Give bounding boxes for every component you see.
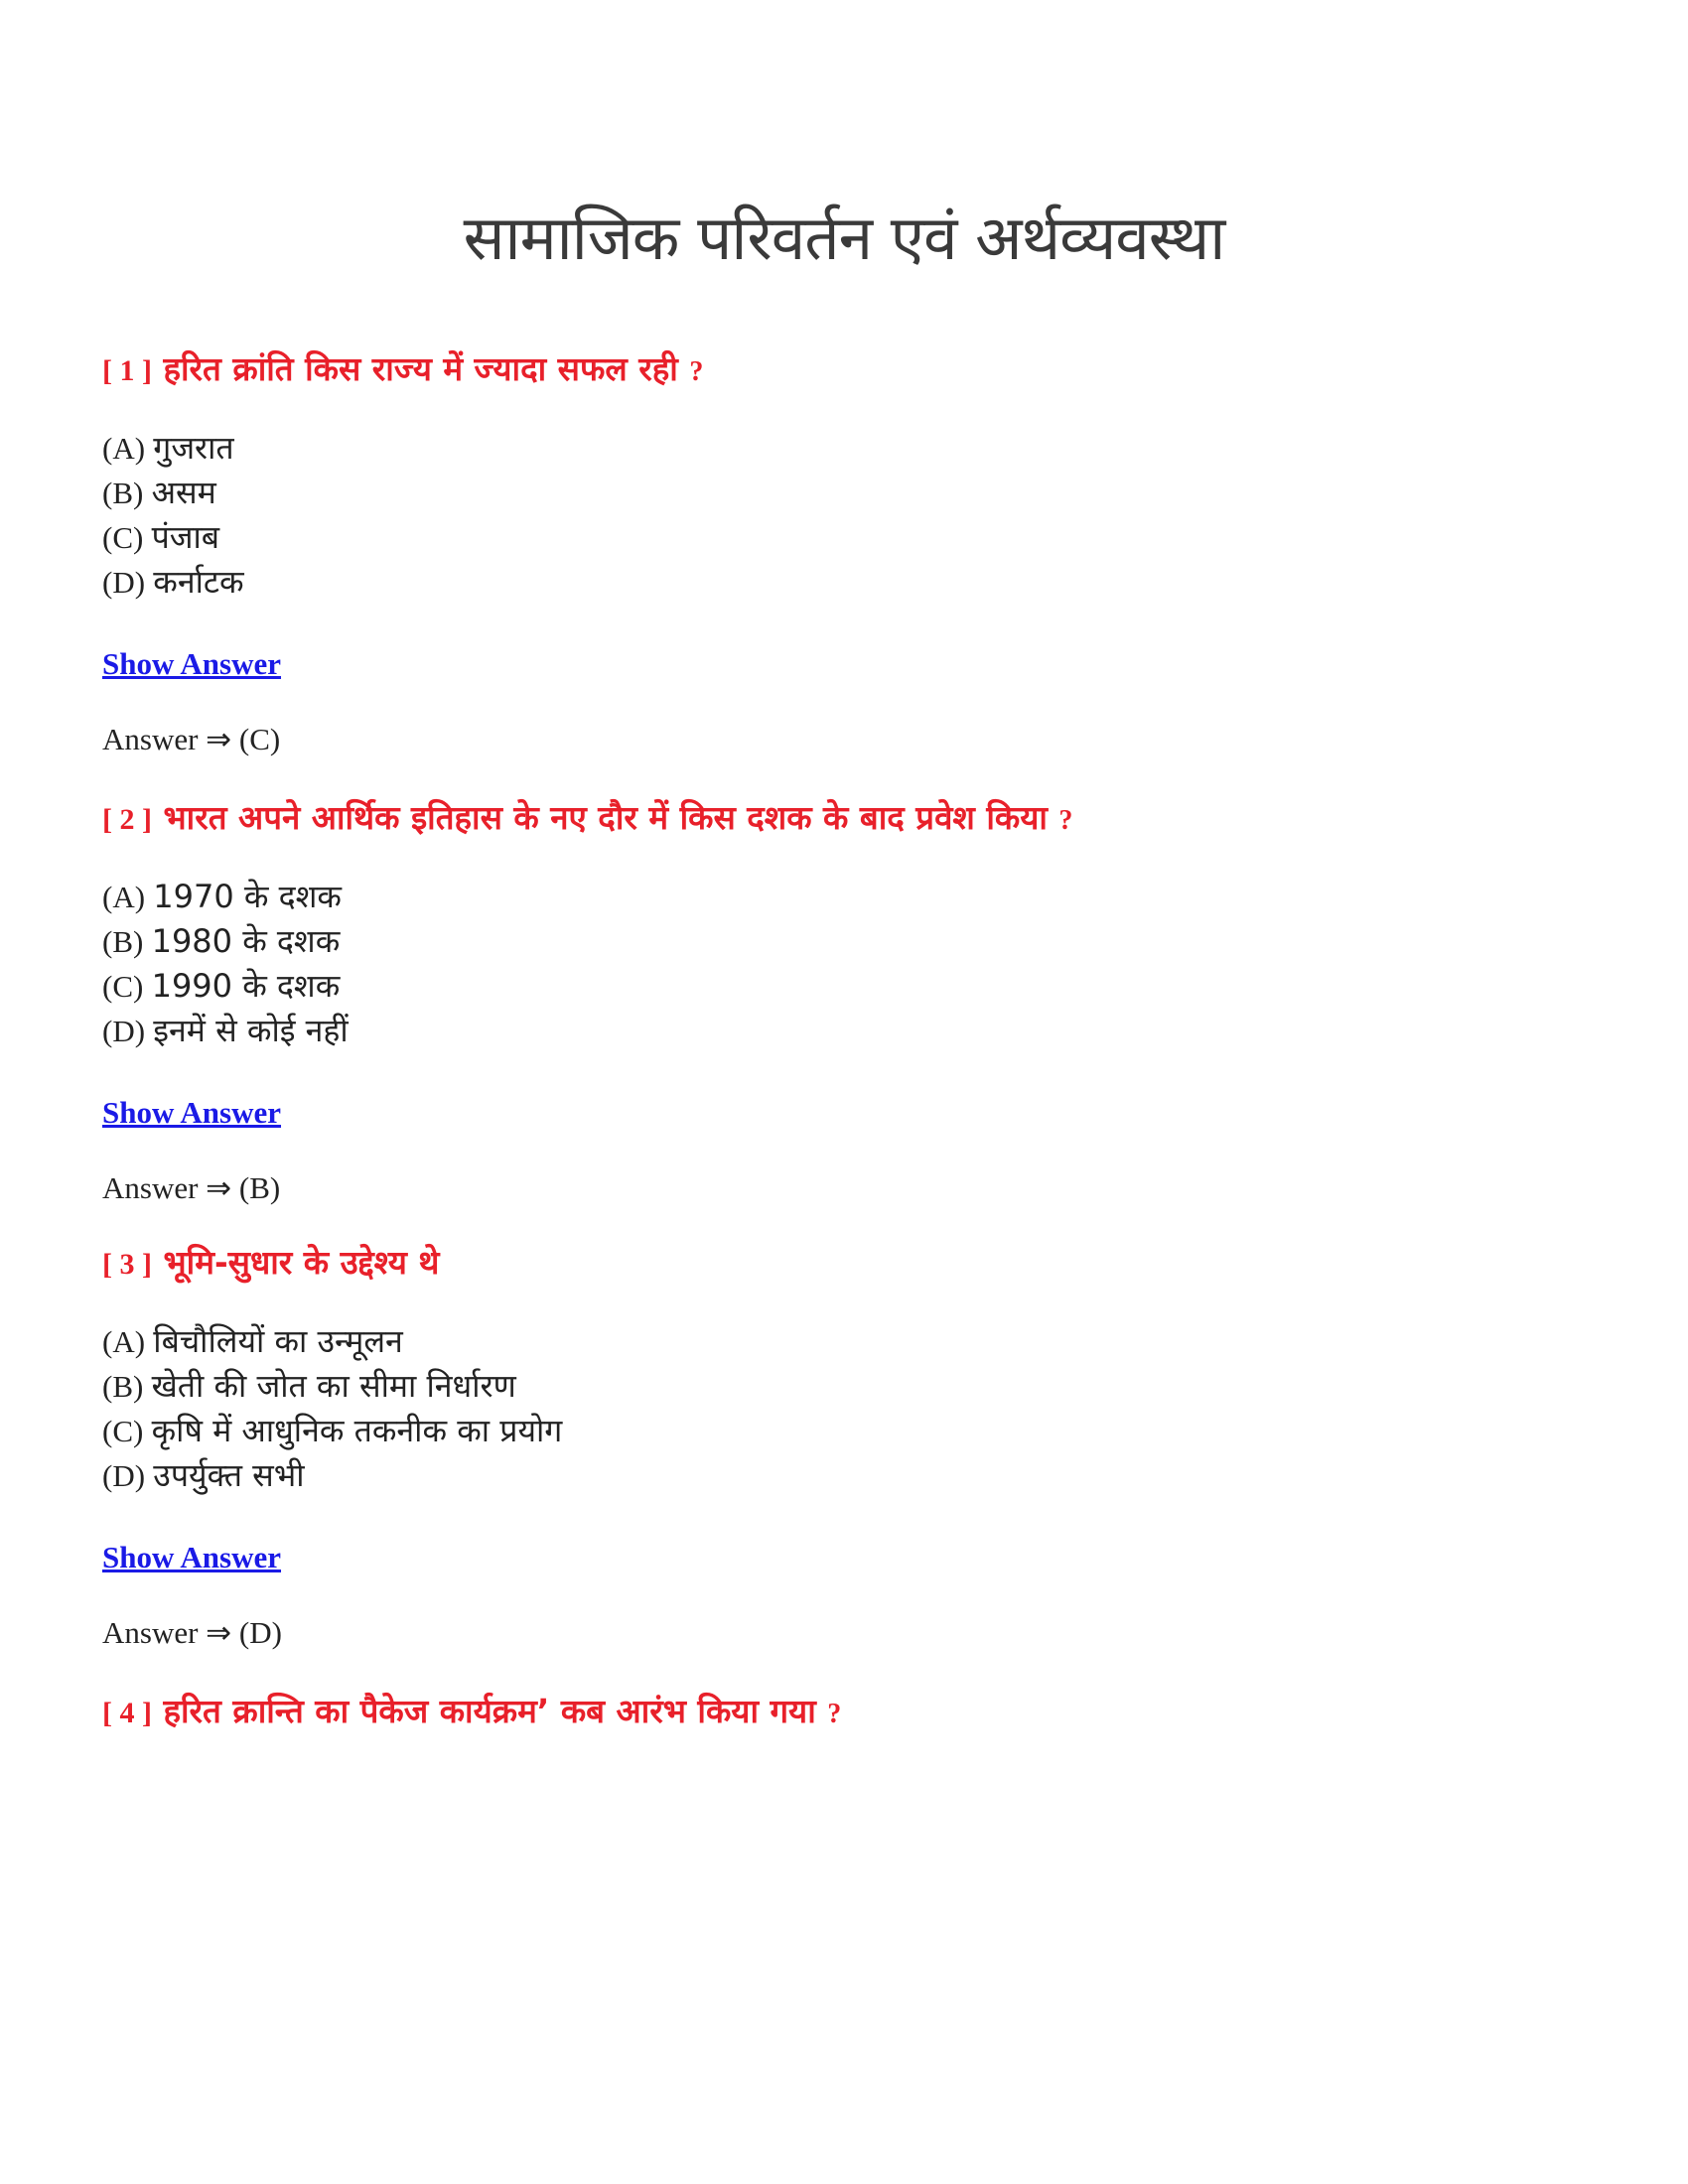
option-c: [102, 964, 1592, 1009]
question-heading: [102, 345, 1592, 396]
option-text: 1990 के दशक: [151, 967, 341, 1005]
option-letter: (D): [102, 565, 146, 600]
question-mark: ?: [689, 356, 704, 387]
show-answer-link[interactable]: Show Answer: [102, 646, 282, 681]
options-list: [102, 875, 1592, 1053]
option-text: 1980 के दशक: [151, 922, 341, 960]
option-text: पंजाब: [151, 518, 220, 556]
option-c: [102, 1409, 1592, 1453]
answer-prefix: Answer ⇒: [102, 1170, 239, 1205]
option-text: खेती की जोत का सीमा निर्धारण: [151, 1367, 516, 1405]
option-letter: (B): [102, 476, 144, 510]
question-heading: [102, 1239, 1592, 1290]
question-text: भारत अपने आर्थिक इतिहास के नए दौर में किस दशक के बाद प्रवेश किया: [163, 798, 1048, 837]
question-text: भूमि-सुधार के उद्देश्य थे: [163, 1243, 440, 1282]
show-answer-link[interactable]: Show Answer: [102, 1095, 282, 1130]
answer-value: (C): [238, 722, 281, 756]
option-letter: (C): [102, 969, 144, 1004]
option-a: [102, 875, 1592, 919]
answer-line: [102, 722, 1592, 757]
answer-line: [102, 1170, 1592, 1206]
question-heading: [102, 794, 1592, 845]
option-letter: (A): [102, 1324, 146, 1359]
options-list: [102, 426, 1592, 605]
question-text: हरित क्रान्ति का पैकेज कार्यक्रम’ कब आरंभ किया गया: [163, 1692, 816, 1730]
answer-value: (B): [238, 1170, 281, 1205]
option-text: कृषि में आधुनिक तकनीक का प्रयोग: [151, 1412, 563, 1449]
option-text: असम: [151, 474, 216, 511]
options-list: [102, 1319, 1592, 1498]
option-text: कर्नाटक: [153, 563, 244, 601]
question-1: [102, 345, 1592, 757]
question-heading: [102, 1688, 1592, 1738]
option-text: 1970 के दशक: [153, 878, 342, 915]
answer-line: [102, 1615, 1592, 1651]
option-b: [102, 919, 1592, 964]
question-text: हरित क्रांति किस राज्य में ज्यादा सफल रही: [163, 349, 678, 388]
question-4: [102, 1688, 1592, 1738]
option-c: [102, 515, 1592, 560]
option-d: [102, 1009, 1592, 1053]
answer-prefix: Answer ⇒: [102, 722, 239, 756]
option-text: बिचौलियों का उन्मूलन: [153, 1322, 403, 1360]
question-number: [ 3 ]: [102, 1248, 152, 1281]
option-d: [102, 560, 1592, 605]
answer-prefix: Answer ⇒: [102, 1615, 239, 1650]
option-a: [102, 426, 1592, 471]
question-number: [ 2 ]: [102, 803, 152, 836]
option-b: [102, 1364, 1592, 1409]
option-a: [102, 1319, 1592, 1364]
option-letter: (C): [102, 520, 144, 555]
question-number: [ 4 ]: [102, 1697, 152, 1729]
question-2: [102, 794, 1592, 1206]
option-b: [102, 471, 1592, 515]
option-letter: (D): [102, 1458, 146, 1493]
option-letter: (C): [102, 1414, 144, 1448]
page-title: सामाजिक परिवर्तन एवं अर्थव्यवस्था: [463, 202, 1225, 274]
question-mark: ?: [1058, 805, 1073, 836]
question-number: [ 1 ]: [102, 354, 152, 387]
option-text: गुजरात: [153, 429, 234, 467]
question-mark: ?: [827, 1699, 842, 1729]
option-text: इनमें से कोई नहीं: [153, 1012, 349, 1049]
show-answer-link[interactable]: Show Answer: [102, 1540, 282, 1574]
option-letter: (D): [102, 1014, 146, 1048]
option-letter: (B): [102, 1369, 144, 1404]
option-letter: (A): [102, 431, 146, 466]
option-text: उपर्युक्त सभी: [153, 1456, 305, 1494]
option-d: [102, 1453, 1592, 1498]
answer-value: (D): [238, 1615, 282, 1650]
option-letter: (A): [102, 880, 146, 914]
option-letter: (B): [102, 924, 144, 959]
question-3: [102, 1239, 1592, 1651]
